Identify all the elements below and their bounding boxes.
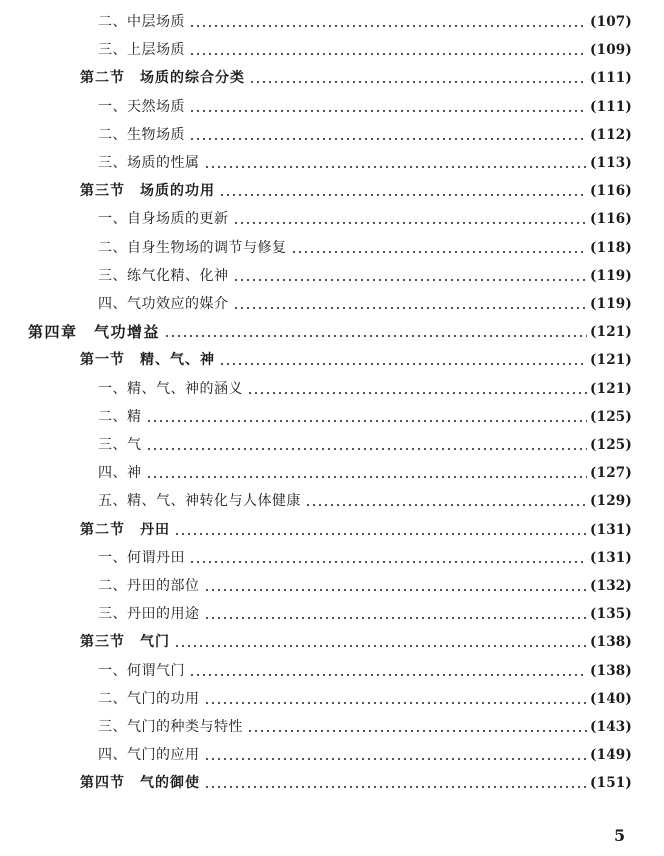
toc-entry-title: 第四章 气功增益 (28, 323, 161, 342)
toc-dot-leader (204, 685, 588, 713)
toc-entry-page: (119) (590, 267, 632, 284)
toc-entry-item (98, 93, 632, 121)
toc-dot-leader (204, 600, 588, 628)
toc-dot-leader (189, 121, 587, 149)
toc-dot-leader (189, 544, 587, 572)
toc-entry-page: (109) (590, 42, 632, 59)
toc-entry-page: (138) (590, 662, 632, 679)
toc-entry-title: 三、场质的性属 (98, 155, 200, 171)
toc-entry-page: (138) (590, 634, 632, 651)
toc-entry-title: 一、天然场质 (98, 98, 185, 115)
toc-entry-chapter (28, 318, 632, 346)
toc-entry-page: (116) (590, 211, 632, 228)
toc-entry-page: (135) (590, 606, 632, 623)
toc-entry-title: 三、气 (98, 437, 142, 453)
toc-dot-leader (204, 769, 587, 797)
toc-dot-leader (233, 262, 588, 290)
toc-entry-section (80, 177, 632, 205)
toc-entry-title: 第四节 气的御使 (80, 775, 200, 792)
toc-dot-leader (189, 657, 587, 685)
toc-entry-title: 五、精、气、神转化与人体健康 (98, 493, 301, 510)
toc-entry-title: 三、练气化精、化神 (98, 267, 229, 284)
toc-entry-title: 三、上层场质 (98, 42, 185, 59)
toc-entry-page: (131) (590, 549, 632, 566)
toc-entry-title: 四、神 (98, 465, 142, 482)
toc-entry-title: 第二节 场质的综合分类 (80, 70, 245, 87)
toc-entry-title: 一、何谓丹田 (98, 549, 185, 566)
toc-entry-title: 一、何谓气门 (98, 662, 185, 679)
toc-entry-page: (149) (590, 747, 632, 764)
table-of-contents (0, 8, 664, 808)
toc-entry-section (80, 346, 632, 374)
toc-entry-page: (111) (590, 98, 632, 115)
toc-entry-page: (125) (590, 408, 632, 425)
toc-entry-item (98, 290, 632, 318)
toc-entry-item (98, 234, 632, 262)
toc-entry-title: 二、生物场质 (98, 126, 185, 143)
toc-entry-section (80, 516, 632, 544)
page-number: 5 (614, 826, 626, 845)
toc-dot-leader (291, 234, 588, 262)
toc-dot-leader (174, 516, 587, 544)
toc-dot-leader (219, 177, 587, 205)
toc-entry-item (98, 657, 632, 685)
toc-entry-page: (121) (590, 352, 632, 369)
toc-entry-title: 二、自身生物场的调节与修复 (98, 239, 287, 256)
toc-entry-item (98, 685, 632, 713)
toc-entry-item (98, 375, 632, 403)
toc-entry-page: (119) (590, 296, 632, 312)
toc-entry-item (98, 8, 632, 36)
toc-entry-item (98, 600, 632, 628)
toc-entry-title: 一、精、气、神的涵义 (98, 380, 243, 397)
toc-dot-leader (204, 741, 588, 769)
toc-dot-leader (233, 290, 588, 318)
toc-entry-item (98, 459, 632, 487)
toc-entry-title: 四、气功效应的媒介 (98, 296, 229, 312)
toc-entry-page: (111) (590, 70, 632, 87)
toc-entry-page: (131) (590, 521, 632, 538)
toc-entry-section (80, 64, 632, 92)
toc-entry-page: (140) (590, 690, 632, 707)
toc-dot-leader (174, 628, 587, 656)
toc-entry-item (98, 262, 632, 290)
toc-entry-page: (125) (590, 437, 632, 453)
toc-entry-title: 第三节 场质的功用 (80, 183, 215, 200)
toc-entry-item (98, 544, 632, 572)
toc-entry-item (98, 149, 632, 177)
toc-entry-item (98, 713, 632, 741)
toc-dot-leader (204, 572, 588, 600)
toc-entry-title: 二、中层场质 (98, 14, 185, 30)
toc-entry-item (98, 572, 632, 600)
toc-entry-item (98, 487, 632, 515)
toc-entry-page: (129) (590, 493, 632, 510)
toc-dot-leader (146, 431, 588, 459)
toc-entry-item (98, 121, 632, 149)
toc-entry-page: (143) (590, 719, 632, 735)
toc-dot-leader (219, 346, 587, 374)
toc-entry-title: 第一节 精、气、神 (80, 352, 215, 369)
toc-dot-leader (249, 64, 587, 92)
toc-entry-title: 四、气门的应用 (98, 747, 200, 764)
toc-entry-title: 第二节 丹田 (80, 521, 170, 538)
toc-entry-section (80, 769, 632, 797)
toc-dot-leader (189, 8, 587, 36)
toc-entry-item (98, 403, 632, 431)
toc-entry-page: (113) (590, 155, 632, 171)
toc-dot-leader (146, 459, 588, 487)
toc-entry-title: 三、丹田的用途 (98, 606, 200, 623)
toc-entry-title: 二、精 (98, 408, 142, 425)
toc-entry-page: (107) (590, 14, 632, 30)
toc-entry-item (98, 36, 632, 64)
toc-entry-page: (116) (590, 183, 632, 200)
toc-dot-leader (233, 205, 588, 233)
toc-entry-page: (118) (590, 239, 632, 256)
toc-entry-page: (151) (590, 775, 632, 792)
toc-entry-title: 第三节 气门 (80, 634, 170, 651)
toc-entry-title: 二、气门的功用 (98, 690, 200, 707)
toc-dot-leader (189, 36, 587, 64)
toc-dot-leader (146, 403, 588, 431)
toc-entry-title: 一、自身场质的更新 (98, 211, 229, 228)
toc-dot-leader (247, 375, 587, 403)
toc-entry-item (98, 741, 632, 769)
toc-entry-title: 三、气门的种类与特性 (98, 719, 243, 735)
toc-entry-page: (121) (590, 380, 632, 397)
toc-dot-leader (164, 318, 587, 346)
toc-dot-leader (247, 713, 587, 741)
toc-entry-page: (121) (590, 324, 632, 341)
toc-entry-page: (112) (590, 126, 632, 143)
toc-entry-item (98, 205, 632, 233)
toc-entry-item (98, 431, 632, 459)
toc-entry-page: (132) (590, 578, 632, 594)
toc-entry-title: 二、丹田的部位 (98, 578, 200, 594)
toc-entry-section (80, 628, 632, 656)
toc-dot-leader (305, 487, 587, 515)
toc-dot-leader (189, 93, 587, 121)
toc-dot-leader (204, 149, 588, 177)
toc-entry-page: (127) (590, 465, 632, 482)
